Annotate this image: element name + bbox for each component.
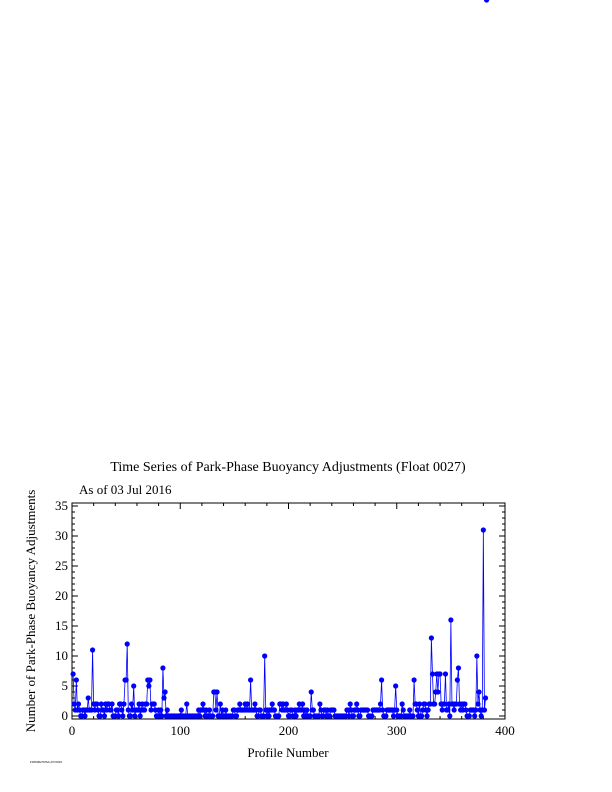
data-point bbox=[262, 653, 267, 658]
data-point bbox=[300, 701, 305, 706]
y-tick-label: 15 bbox=[55, 618, 68, 633]
x-tick-label: 300 bbox=[387, 723, 407, 738]
data-point bbox=[472, 713, 477, 718]
data-point bbox=[351, 713, 356, 718]
data-point bbox=[448, 617, 453, 622]
data-point bbox=[462, 701, 467, 706]
data-point bbox=[165, 707, 170, 712]
data-point bbox=[197, 713, 202, 718]
data-point bbox=[82, 713, 87, 718]
data-point bbox=[419, 713, 424, 718]
data-point bbox=[74, 677, 79, 682]
data-point bbox=[400, 701, 405, 706]
data-point bbox=[474, 653, 479, 658]
data-point bbox=[317, 701, 322, 706]
data-point bbox=[411, 677, 416, 682]
footer-label: FWD0027RSA 2/7/2016 bbox=[30, 760, 63, 764]
y-tick-label: 25 bbox=[55, 558, 68, 573]
x-tick-label: 100 bbox=[170, 723, 190, 738]
data-point bbox=[131, 683, 136, 688]
x-tick-label: 200 bbox=[278, 723, 299, 738]
data-point bbox=[70, 671, 75, 676]
data-point bbox=[223, 707, 228, 712]
y-tick-label: 10 bbox=[55, 648, 68, 663]
data-point bbox=[76, 701, 81, 706]
data-point bbox=[245, 701, 250, 706]
data-point bbox=[160, 665, 165, 670]
data-point bbox=[266, 713, 271, 718]
data-point bbox=[86, 695, 91, 700]
data-point bbox=[102, 713, 107, 718]
data-point bbox=[483, 695, 488, 700]
data-point bbox=[200, 701, 205, 706]
data-point bbox=[304, 707, 309, 712]
data-point bbox=[90, 647, 95, 652]
data-point bbox=[213, 707, 218, 712]
data-point bbox=[424, 713, 429, 718]
data-point bbox=[476, 689, 481, 694]
data-point bbox=[331, 707, 336, 712]
data-point bbox=[357, 713, 362, 718]
data-point bbox=[276, 713, 281, 718]
data-point bbox=[429, 635, 434, 640]
data-point bbox=[394, 707, 399, 712]
x-tick-label: 0 bbox=[68, 723, 76, 738]
data-point bbox=[410, 713, 415, 718]
data-point bbox=[158, 707, 163, 712]
data-point bbox=[147, 677, 152, 682]
data-point bbox=[146, 683, 151, 688]
data-point bbox=[393, 683, 398, 688]
data-point bbox=[234, 713, 239, 718]
plot-area bbox=[55, 0, 515, 738]
data-point bbox=[378, 701, 383, 706]
y-tick-label: 0 bbox=[61, 708, 68, 723]
y-tick-label: 20 bbox=[55, 588, 68, 603]
data-point bbox=[379, 677, 384, 682]
data-point bbox=[179, 707, 184, 712]
data-point bbox=[258, 707, 263, 712]
data-point bbox=[124, 677, 129, 682]
data-point bbox=[108, 707, 113, 712]
data-point bbox=[481, 527, 486, 532]
data-point bbox=[443, 671, 448, 676]
data-point bbox=[432, 701, 437, 706]
data-point bbox=[327, 713, 332, 718]
data-point bbox=[237, 701, 242, 706]
y-tick-label: 35 bbox=[55, 498, 68, 513]
data-point bbox=[125, 641, 130, 646]
data-point bbox=[311, 707, 316, 712]
y-axis-label: Number of Park-Phase Buoyancy Adjustments bbox=[23, 489, 38, 733]
data-point bbox=[435, 689, 440, 694]
data-point bbox=[210, 713, 215, 718]
data-point bbox=[475, 701, 480, 706]
chart-title: Time Series of Park-Phase Buoyancy Adjustments (Float 0027) bbox=[110, 460, 466, 475]
data-point bbox=[309, 689, 314, 694]
data-point bbox=[207, 707, 212, 712]
data-point bbox=[415, 707, 420, 712]
data-point bbox=[119, 707, 124, 712]
data-point bbox=[138, 713, 143, 718]
data-point bbox=[144, 701, 149, 706]
data-point bbox=[455, 677, 460, 682]
data-point bbox=[218, 701, 223, 706]
data-point bbox=[348, 701, 353, 706]
data-point bbox=[109, 701, 114, 706]
data-point bbox=[452, 707, 457, 712]
data-point bbox=[129, 701, 134, 706]
data-point bbox=[252, 701, 257, 706]
data-point bbox=[479, 713, 484, 718]
data-point bbox=[184, 701, 189, 706]
data-point bbox=[284, 701, 289, 706]
plot-frame bbox=[72, 503, 505, 719]
data-point bbox=[162, 689, 167, 694]
data-point bbox=[120, 713, 125, 718]
data-point bbox=[214, 689, 219, 694]
data-point bbox=[248, 677, 253, 682]
y-tick-label: 30 bbox=[55, 528, 68, 543]
data-point bbox=[447, 713, 452, 718]
data-point bbox=[445, 707, 450, 712]
chart-subtitle: As of 03 Jul 2016 bbox=[79, 482, 172, 497]
data-point bbox=[407, 707, 412, 712]
data-point bbox=[482, 707, 487, 712]
data-point bbox=[456, 665, 461, 670]
data-point bbox=[426, 707, 431, 712]
data-point bbox=[272, 707, 277, 712]
data-point bbox=[401, 707, 406, 712]
x-tick-label: 400 bbox=[495, 723, 515, 738]
data-point bbox=[383, 713, 388, 718]
data-point bbox=[365, 707, 370, 712]
data-point bbox=[152, 701, 157, 706]
data-point bbox=[132, 713, 137, 718]
data-point bbox=[467, 713, 472, 718]
data-point bbox=[369, 713, 374, 718]
data-point bbox=[437, 671, 442, 676]
x-axis-label: Profile Number bbox=[247, 745, 329, 760]
data-point bbox=[270, 701, 275, 706]
data-point bbox=[161, 695, 166, 700]
data-point bbox=[293, 713, 298, 718]
data-point bbox=[354, 701, 359, 706]
data-point bbox=[484, 0, 489, 3]
data-point bbox=[142, 707, 147, 712]
data-point bbox=[121, 701, 126, 706]
y-tick-label: 5 bbox=[61, 678, 68, 693]
